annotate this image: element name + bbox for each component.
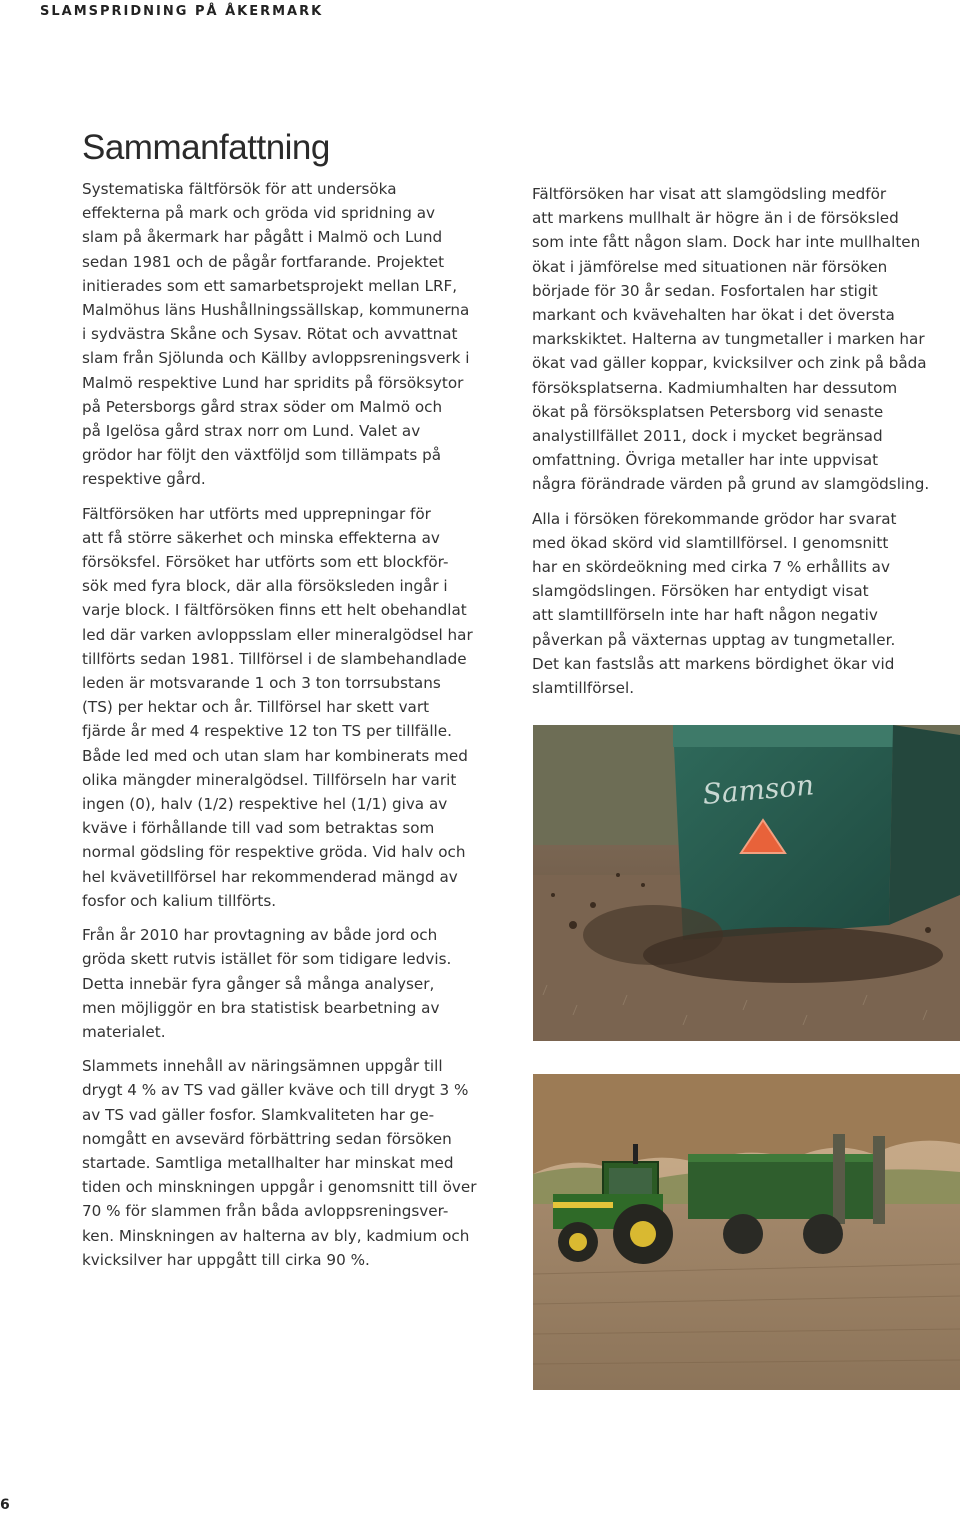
brand-logo: Samson <box>701 768 816 811</box>
paragraph: Alla i försöken förekommande grödor har svarat med ökad skörd vid slamtillförsel. I genomsnitt har en skördeökning med cirka 7 % erhållits av slamgödslingen. Försöken har entydigt visat att slamtillförseln inte har haft någon negativ påverkan på växternas upptag av tungmetaller. Det kan fastslås att markens bördighet ökar vid slamtillförsel. <box>532 509 897 698</box>
left-column <box>82 177 512 1282</box>
spreader-closeup-photo <box>533 725 960 1041</box>
page-number: 6 <box>0 1497 10 1513</box>
section-header: SLAMSPRIDNING PÅ ÅKERMARK <box>40 4 324 19</box>
right-column <box>532 182 960 710</box>
paragraph: Systematiska fältförsök för att undersöka effekterna på mark och gröda vid spridning av slam på åkermark har pågått i Malmö och Lund sedan 1981 och de pågår fortfarande. Projektet initierades som ett samarbetsprojekt mellan LRF, Malmöhus läns Hushållningssällskap, kommunerna i sydvästra Skåne och Sysav. Rötat och avvattnat slam från Sjölunda och Källby avloppsreningsverk i Malmö respektive Lund har spridits på försöksytor på Petersborgs gård strax söder om Malmö och på Igelösa gård strax norr om Lund. Valet av grödor har följt den växtföljd som tillämpats på respektive gård. <box>82 180 470 489</box>
paragraph: Slammets innehåll av näringsämnen uppgår till drygt 4 % av TS vad gäller kväve och till drygt 3 % av TS vad gäller fosfor. Slamkvaliteten har ge- nomgått en avsevärd förbättring sedan försöken startade. Samtliga metallhalter har minskat med tiden och minskningen uppgår i genomsnitt till över 70 % för slammen från båda avloppsreningsver- ken. Minskningen av halterna av bly, kadmium och kvicksilver har uppgått till cirka 90 %. <box>82 1057 477 1269</box>
paragraph: Från år 2010 har provtagning av både jord och gröda skett rutvis istället för som tidigare ledvis. Detta innebär fyra gånger så många analyser, men möjliggör en bra statistisk bearbetning av materialet. <box>82 926 452 1041</box>
paragraph: Fältförsöken har visat att slamgödsling medför att markens mullhalt är högre än i de försöksled som inte fått någon slam. Dock har inte mullhalten ökat i jämförelse med situationen när försöken började för 30 år sedan. Fosfortalen har stigit markant och kvävehalten har ökat i det översta markskiktet. Halterna av tungmetaller i marken har ökat vad gäller koppar, kvicksilver och zink på båda försöksplatserna. Kadmiumhalten har dessutom ökat på försöksplatsen Petersborg vid senaste analystillfället 2011, dock i mycket begränsad omfattning. Övriga metaller har inte uppvisat några förändrade värden på grund av slamgödsling. <box>532 185 930 494</box>
page-title: Sammanfattning <box>82 128 330 167</box>
tractor-field-photo <box>533 1074 960 1390</box>
paragraph: Fältförsöken har utförts med upprepningar för att få större säkerhet och minska effekterna av försöksfel. Försöket har utförts som ett blockför- sök med fyra block, där alla försöksleden ingår i varje block. I fältförsöken finns ett helt obehandlat led där varken avloppsslam eller mineralgödsel har tillförts sedan 1981. Tillförsel i de slambehandlade leden är motsvarande 1 och 3 ton torrsubstans (TS) per hektar och år. Tillförsel har skett vart fjärde år med 4 respektive 12 ton TS per tillfälle. Både led med och utan slam har kombinerats med olika mängder mineralgödsel. Tillförseln har varit ingen (0), halv (1/2) respektive hel (1/1) giva av kväve i förhållande till vad som betraktas som normal gödsling för respektive gröda. Vid halv och hel kvävetillförsel har rekommenderad mängd av fosfor och kalium tillförts. <box>82 504 473 910</box>
